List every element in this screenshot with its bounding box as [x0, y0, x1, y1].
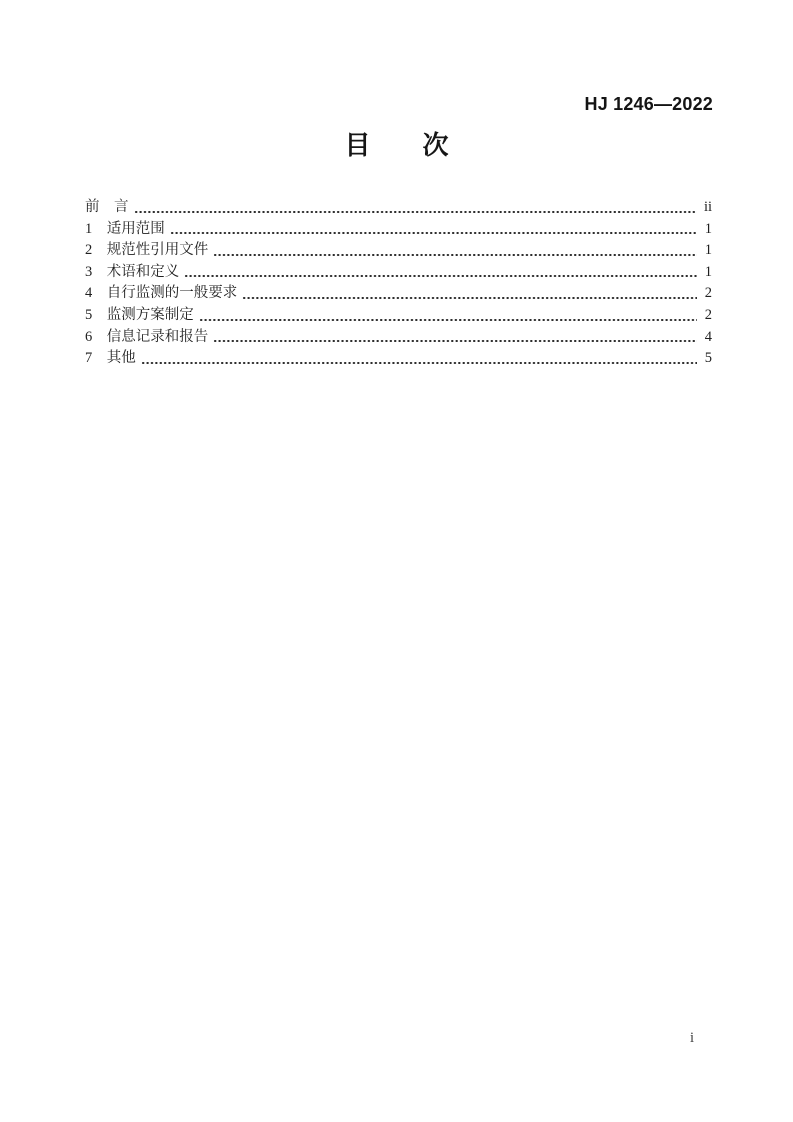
toc-entry — [85, 305, 712, 327]
toc-entry — [85, 262, 712, 284]
toc-entry-label: 前 言 — [85, 199, 129, 215]
toc-entry-label: 2 规范性引用文件 — [85, 242, 209, 259]
toc-entry-page-number: 1 — [704, 220, 712, 237]
toc-entry-label: 3 术语和定义 — [85, 263, 180, 280]
standard-number: HJ 1246—2022 — [584, 94, 713, 114]
toc-entry-page-number: 2 — [704, 306, 712, 323]
toc-entry-label: 1 适用范围 — [85, 220, 165, 237]
dot-leader — [170, 219, 697, 241]
toc-entry — [85, 348, 712, 370]
toc-entry-label: 4 自行监测的一般要求 — [85, 285, 238, 302]
toc-entry-page-number: ii — [703, 199, 712, 215]
dot-leader — [213, 327, 697, 349]
dot-leader — [213, 240, 697, 262]
dot-leader — [242, 283, 697, 305]
toc-list — [85, 197, 712, 370]
toc-entry-label: 5 监测方案制定 — [85, 306, 194, 323]
dot-leader — [134, 197, 698, 219]
toc-entry-page-number: 5 — [704, 350, 712, 367]
toc-entry-page-number: 2 — [704, 285, 712, 302]
toc-entry-label: 6 信息记录和报告 — [85, 328, 209, 345]
toc-entry — [85, 219, 712, 241]
dot-leader — [199, 305, 697, 327]
toc-entry — [85, 327, 712, 349]
toc-entry — [85, 283, 712, 305]
dot-leader — [141, 348, 697, 370]
footer-page-number: i — [689, 1030, 694, 1046]
toc-entry — [85, 197, 712, 219]
toc-entry-page-number: 1 — [704, 263, 712, 280]
toc-entry — [85, 240, 712, 262]
dot-leader — [184, 262, 697, 284]
page-title: 目 次 — [344, 131, 449, 160]
toc-entry-label: 7 其他 — [85, 350, 136, 367]
toc-entry-page-number: 4 — [704, 328, 712, 345]
toc-entry-page-number: 1 — [704, 242, 712, 259]
